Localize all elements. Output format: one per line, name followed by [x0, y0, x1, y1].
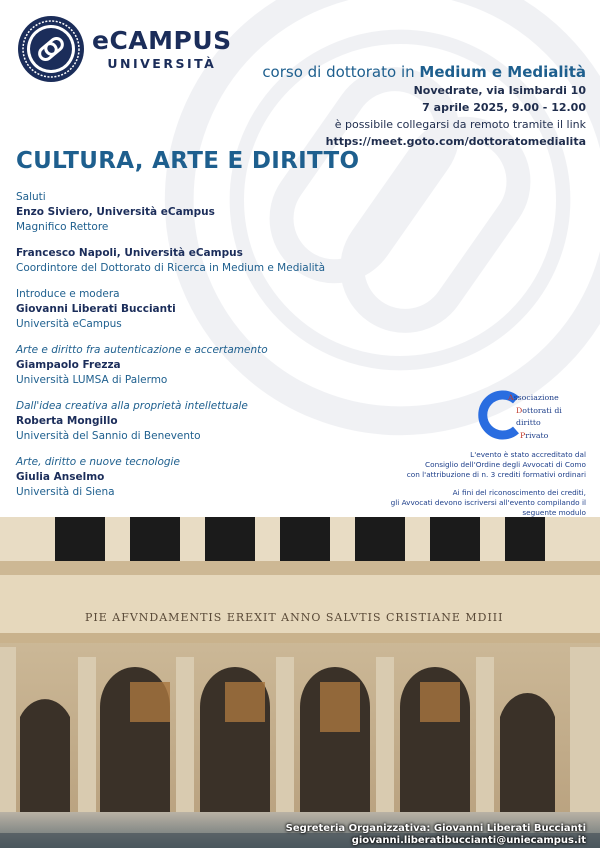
program-list	[16, 190, 346, 511]
secretariat-email[interactable]: giovanni.liberatibuccianti@uniecampus.it	[351, 835, 586, 846]
association-logo	[478, 390, 578, 440]
accreditation-text: con l'attribuzione di n. 3 crediti formativi ordinari	[406, 470, 586, 479]
speaker-name: Giampaolo Frezza	[16, 359, 121, 371]
speaker-affiliation: Università eCampus	[16, 318, 122, 330]
accreditation-text: L'evento è stato accreditato dal	[470, 450, 586, 459]
credits-note: Ai fini del riconoscimento dei crediti,	[452, 488, 586, 497]
program-item	[16, 343, 346, 388]
talk-title: Arte e diritto fra autenticazione e accertamento	[16, 344, 268, 356]
association-initial: D	[516, 405, 523, 415]
course-title	[262, 62, 586, 82]
event-info	[262, 62, 586, 150]
event-location: Novedrate, via Isimbardi 10	[413, 84, 586, 97]
event-datetime: 7 aprile 2025, 9.00 - 12.00	[422, 101, 586, 114]
cloister-illustration-icon	[0, 517, 600, 848]
association-initial: P	[520, 430, 526, 440]
program-item	[16, 287, 346, 332]
association-line	[508, 405, 578, 430]
talk-title: Arte, diritto e nuove tecnologie	[16, 456, 180, 468]
speaker-name: Giovanni Liberati Buccianti	[16, 303, 176, 315]
course-prefix: corso di dottorato in	[262, 63, 415, 81]
association-text: ssociazione	[513, 393, 559, 402]
speaker-name: Enzo Siviero, Università eCampus	[16, 206, 215, 218]
ecampus-badge-icon	[16, 14, 86, 84]
courtyard-photo	[0, 517, 600, 848]
program-item	[16, 190, 346, 235]
remote-note: è possibile collegarsi da remoto tramite il link	[334, 118, 586, 131]
logo-brand-name: eCAMPUS	[92, 25, 232, 55]
event-title: CULTURA, ARTE E DIRITTO	[16, 148, 360, 174]
speaker-affiliation: Coordintore del Dottorato di Ricerca in Medium e Medialità	[16, 262, 326, 274]
association-text: rivato	[525, 430, 549, 440]
ecampus-logo	[16, 14, 232, 84]
speaker-affiliation: Università di Siena	[16, 486, 115, 498]
course-name: Medium e Medialità	[419, 63, 586, 81]
speaker-name: Giulia Anselmo	[16, 471, 105, 483]
accreditation-text: Consiglio dell'Ordine degli Avvocati di Como	[425, 460, 586, 469]
secretariat-contact: Segreteria Organizzativa: Giovanni Liberati Buccianti	[285, 823, 586, 834]
speaker-name: Roberta Mongillo	[16, 415, 118, 427]
speaker-affiliation: Magnifico Rettore	[16, 221, 109, 233]
program-item	[16, 455, 346, 500]
program-item-heading: Saluti	[16, 191, 46, 203]
talk-title: Dall'idea creativa alla proprietà intellettuale	[16, 400, 248, 412]
meeting-link[interactable]: https://meet.goto.com/dottoratomedialita	[325, 135, 586, 148]
association-line	[508, 430, 578, 443]
association-text: ottorati di diritto	[516, 405, 562, 427]
association-line	[508, 392, 578, 405]
photo-inscription: PIE AFVNDAMENTIS EREXIT ANNO SALVTIS CRISTIANE MDIII	[85, 611, 504, 624]
association-initial: A	[508, 393, 514, 402]
speaker-affiliation: Università LUMSA di Palermo	[16, 374, 168, 386]
program-item	[16, 246, 346, 276]
logo-subtitle: UNIVERSITÀ	[107, 55, 217, 71]
program-item	[16, 399, 346, 444]
speaker-name: Francesco Napoli, Università eCampus	[16, 247, 243, 259]
speaker-affiliation: Università del Sannio di Benevento	[16, 430, 201, 442]
credits-note: gli Avvocati devono iscriversi all'evento compilando il seguente modulo	[390, 498, 586, 517]
program-item-heading: Introduce e modera	[16, 288, 120, 300]
organizing-secretariat	[286, 823, 586, 847]
